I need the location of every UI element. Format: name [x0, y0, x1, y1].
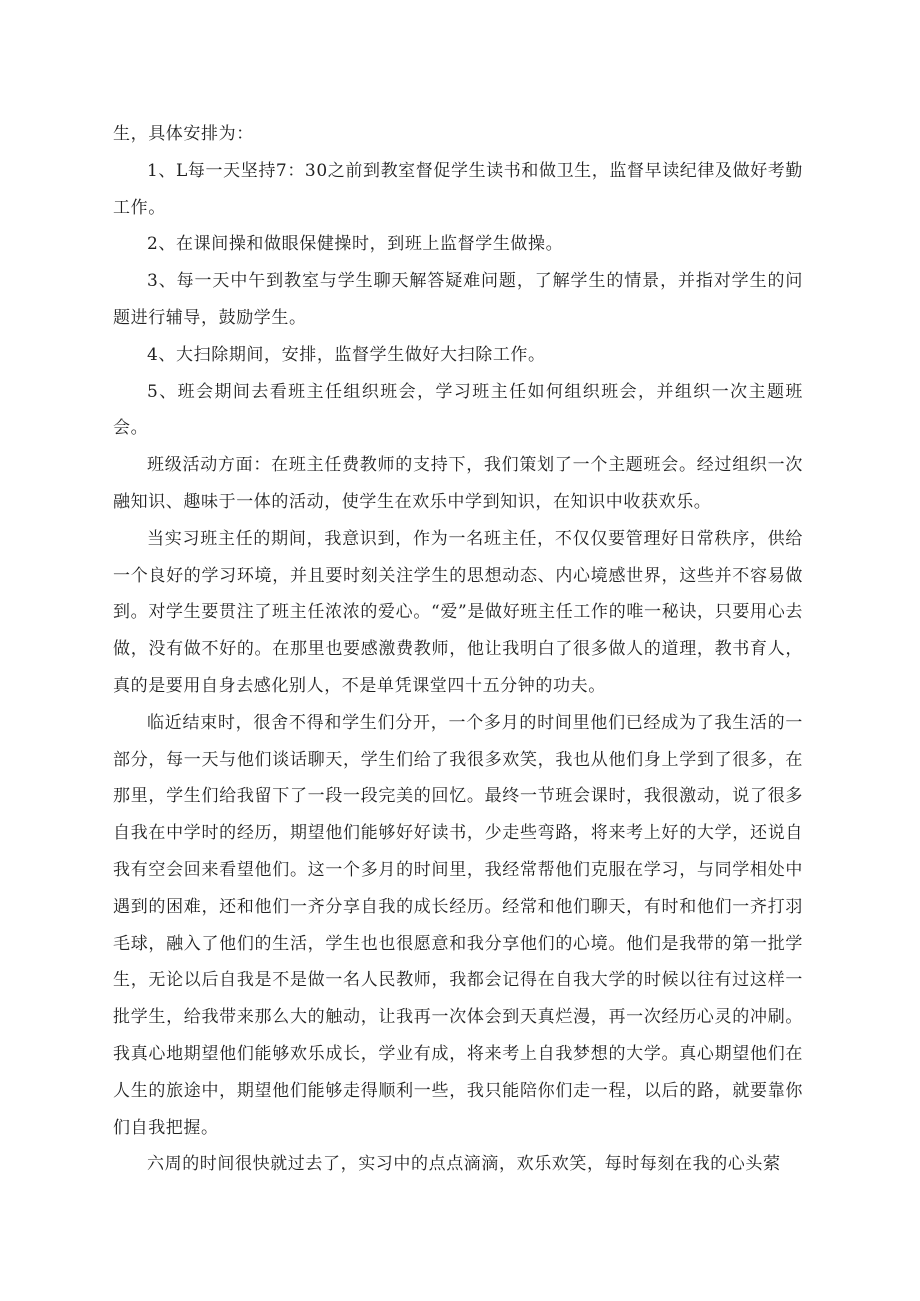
document-body: [113, 116, 803, 1183]
paragraph-arrangement-3: 3、每一天中午到教室与学生聊天解答疑难问题，了解学生的情景，并指对学生的问题进行辅导，鼓励学生。: [113, 271, 803, 328]
paragraph-arrangement-1: 1、L每一天坚持7：30之前到教室督促学生读书和做卫生，监督早读纪律及做好考勤工作。: [113, 160, 803, 218]
paragraph-reflection: 当实习班主任的期间，我意识到，作为一名班主任，不仅仅要管理好日常秩序，供给一个良好的学习环境，并且要时刻关注学生的思想动态、内心境感世界，这些并不容易做到。对学生要贯注了班主任浓浓的爱心。“爱”是做好班主任工作的唯一秘诀，只要用心去做，没有做不好的。在那里也要感激费教师，他让我明白了很多做人的道理，教书育人，真的是要用自身去感化别人，不是单凭课堂四十五分钟的功夫。: [113, 528, 803, 696]
paragraph-farewell: 临近结束时，很舍不得和学生们分开，一个多月的时间里他们已经成为了我生活的一部分，每一天与他们谈话聊天，学生们给了我很多欢笑，我也从他们身上学到了很多，在那里，学生们给我留下了一段一段完美的回忆。最终一节班会课时，我很激动，说了很多自我在中学时的经历，期望他们能够好好读书，少走些弯路，将来考上好的大学，还说自我有空会回来看望他们。这一个多月的时间里，我经常帮他们克服在学习，与同学相处中遇到的困难，还和他们一齐分享自我的成长经历。经常和他们聊天，有时和他们一齐打羽毛球，融入了他们的生活，学生也也很愿意和我分享他们的心境。他们是我带的第一批学生，无论以后自我是不是做一名人民教师，我都会记得在自我大学的时候以往有过这样一批学生，给我带来那么大的触动，让我再一次体会到天真烂漫，再一次经历心灵的冲刷。我真心地期望他们能够欢乐成长，学业有成，将来考上自我梦想的大学。真心期望他们在人生的旅途中，期望他们能够走得顺利一些，我只能陪你们走一程，以后的路，就要靠你们自我把握。: [113, 712, 803, 1138]
paragraph-arrangement-2: 2、在课间操和做眼保健操时，到班上监督学生做操。: [147, 234, 564, 255]
paragraph-arrangement-5: 5、班会期间去看班主任组织班会，学习班主任如何组织班会，并组织一次主题班会。: [113, 381, 803, 439]
paragraph-continuation: 生，具体安排为：: [113, 124, 254, 144]
paragraph-class-activities: 班级活动方面：在班主任费教师的支持下，我们策划了一个主题班会。经过组织一次融知识、趣味于一体的活动，使学生在欢乐中学到知识，在知识中收获欢乐。: [113, 455, 803, 512]
paragraph-arrangement-4: 4、大扫除期间，安排，监督学生做好大扫除工作。: [147, 344, 546, 365]
paragraph-six-weeks: 六周的时间很快就过去了，实习中的点点滴滴，欢乐欢笑，每时每刻在我的心头萦: [147, 1154, 781, 1175]
